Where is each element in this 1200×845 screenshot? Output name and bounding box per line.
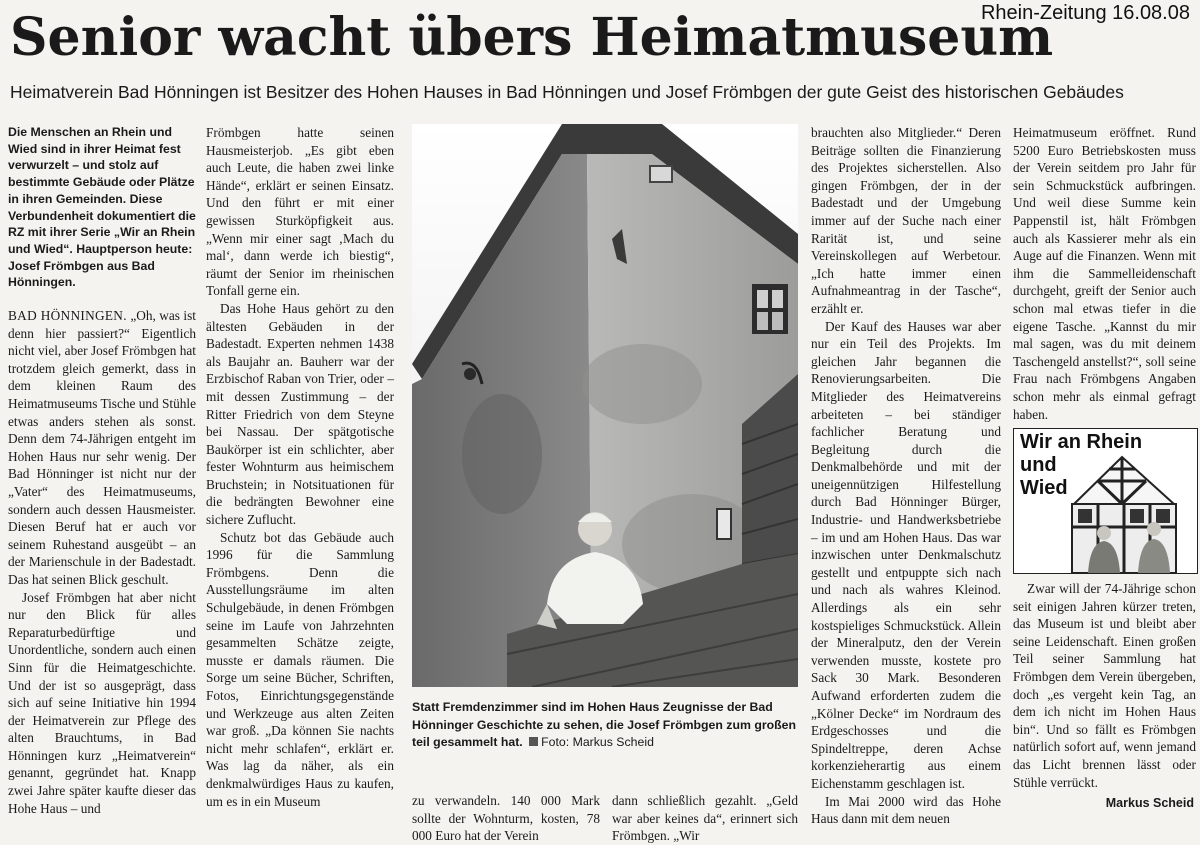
byline: Markus Scheid [1105,796,1194,810]
series-logo-text [1020,431,1142,500]
body-paragraph: Der Kauf des Hauses war aber nur ein Teil des Projekts. Im gleichen Jahr begannen die Renovierungsarbeiten. Die Mitglieder des Heimatvereins arbeiteten – bei ständiger fachlicher Beratung und Begleitung durch die Denkmalbehörde und mit der uneigennützigen Hilfestellung durch Bad Hönninger Bürger, Industrie- und Handwerksbetriebe – im und am Hohen Haus. Das war inzwischen unter Denkmalschutz gestellt und entpuppte sich nach und nach als wahres Kleinod. Allerdings als ein sehr kostspieliges Schmuckstück. Allein der Mineralputz, den der Verein verwenden musste, kostete pro Sack 30 Mark. Besonderen Aufwand erforderten zudem die „Kölner Decke“ im Nordraum des Erdgeschosses und die Spindeltreppe, deren Achse korkenzieherartig aus einem Eichenstamm geschlagen ist. [811,318,1001,791]
series-logo [1013,428,1198,574]
body-paragraph: brauchten also Mitglieder.“ Deren Beiträge sollten die Finanzierung des Projektes sicherstellen. Also gingen Frömbgen, der in der Badestadt und der Umgebung immer auf der Suche nach einer Rarität ist, und seine Vereinskollegen auf Werbetour. „Ich hatte immer einen Aufnahmeantrag in der Tasche“, erzählt er. [811,125,1001,316]
article-column-4 [1013,124,1196,423]
article-column-3 [811,124,1001,828]
headline: Senior wacht übers Heimatmuseum [10,7,1054,68]
lead-paragraph: Die Menschen an Rhein und Wied sind in ihrer Heimat fest verwurzelt – und stolz auf bestimmte Gebäude oder Plätze in ihren Gemeinden. Diese Verbundenheit dokumentiert die RZ mit ihrer Serie „Wir an Rhein und Wied“. Hauptperson heute: Josef Frömbgen aus Bad Hönningen. [8,125,196,290]
article-column-4-continued [1013,580,1196,791]
body-paragraph: Frömbgen hatte seinen Hausmeisterjob. „Es gibt eben auch Leute, die haben zwei linke Hände“, erklärt er seinen Einsatz. Und den führt er mit einer gewissen Sturköpfigkeit aus. „Wenn mir einer sagt ‚Mach du mal‘, dann werde ich biestig“, räumt der Senior im rheinischen Tonfall gerne ein. [206,125,394,299]
body-paragraph [8,307,196,589]
series-logo-line: Wir an Rhein [1020,431,1143,453]
series-logo-line: und [1020,454,1057,476]
body-paragraph: Heimatmuseum eröffnet. Rund 5200 Euro Betriebskosten muss der Verein seitdem pro Jahr für sein Schmuckstück aufbringen. Und weil diese Summe kein Pappenstil ist, hält Frömbgen auch als Kassierer mehr als ein Auge auf die Finanzen. Wenn mit ihm die Sammelleidenschaft durchgeht, greift der Senior auch schon mal etwas tiefer in die eigene Tasche. „Kannst du mir mal sagen, was du mit deinem Taschengeld anstellst?“, soll seine Frau nach Frömbgens Angaben schon mehr als einmal gefragt haben. [1013,125,1196,422]
tower-photo [412,124,798,687]
tower-illustration [412,124,798,687]
caption-text: Statt Fremdenzimmer sind im Hohen Haus Zeugnisse der Bad Hönninger Geschichte zu sehen, die Josef Frömbgen zum großen teil gesammelt hat. [412,700,796,750]
source-label: Rhein-Zeitung 16.08.08 [980,2,1190,24]
dateline: BAD HÖNNINGEN. [8,308,127,324]
subheadline: Heimatverein Bad Hönningen ist Besitzer des Hohen Hauses in Bad Hönningen und Josef Frömbgen der gute Geist des historischen Gebäudes [10,82,1124,102]
square-bullet-icon [529,737,538,746]
article-under-photo-1: zu verwandeln. 140 000 Mark sollte der Wohnturm, kosten, 78 000 Euro hat der Verein [412,793,600,844]
series-logo-line: Wied [1020,477,1068,499]
article-column-1 [8,124,196,817]
article-column-2 [206,124,394,810]
photo-caption [412,699,802,752]
article-under-photo-2: dann schließlich gezahlt. „Geld war aber keines da“, erinnert sich Frömbgen. „Wir [612,793,798,844]
body-paragraph: Im Mai 2000 wird das Hohe Haus dann mit dem neuen [811,793,1001,827]
body-paragraph: Josef Frömbgen hat aber nicht nur den Blick für alles Reparaturbedürftige und Unordentliche, sondern auch einen Sinn für die Heimatgeschichte. Und der ist so ausgeprägt, dass sich auf seine Initiative hin 1994 der Heimatverein zur Pflege des alten Brauchtums, in Bad Hönningen kurz „Heimatverein“ genannt, gegründet hat. Knapp zwei Jahre später kaufte dieser das Hohe Haus – und [8,589,196,816]
body-paragraph: Zwar will der 74-Jährige schon seit einigen Jahren kürzer treten, das Museum ist und bleibt aber seine Leidenschaft. Einen großen Teil seiner Sammlung hat Frömbgen dem Verein übergeben, doch „es vergeht kein Tag, an dem ich nicht im Hohen Haus bin“. Und so fällt es Frömbgen natürlich sofort auf, wenn jemand das Licht brennen lässt oder Stühle verrückt. [1013,581,1196,790]
body-text: „Oh, was ist denn hier passiert?“ Eigentlich nicht viel, aber Josef Frömbgen hat trotzdem gleich gemerkt, dass in dem kleinen Raum des Heimatmuseums Tische und Stühle etwas anders stehen als sonst. Denn dem 74-Jährigen entgeht im Hohen Haus nur sehr wenig. Der Bad Hönninger ist nicht nur der „Vater“ des Heimatmuseums, sondern auch dessen Hausmeister. Diesen Beruf hat er auch vor seinem Ruhestand ausgeübt – an der Marienschule in der Badestadt. Das hat seinen Blick geschult. [8,308,197,587]
photo-credit: Foto: Markus Scheid [541,735,654,750]
body-paragraph: Das Hohe Haus gehört zu den ältesten Gebäuden in der Badestadt. Experten nehmen 1438 als Baujahr an. Bauherr war der Erzbischof Raban von Trier, oder – mit dessen Zustimmung – der Ritter Friedrich von dem Steyne bei Nassau. Der spätgotische Baukörper ist ein schlichter, aber fester Wohnturm aus heimischem Bruchstein; in Notsituationen für die bedrängten Bewohner eine sichere Zuflucht. [206,300,394,528]
body-paragraph: Schutz bot das Gebäude auch 1996 für die Sammlung Frömbgens. Denn die Ausstellungsräume im alten Schulgebäude, in denen Frömbgen seine im Laufe von Jahrzehnten gesammelten Schätze zeigte, musste er damals räumen. Die Sorge um seine Bücher, Schriften, Fotos, Einrichtungsgegenstände und Werkzeuge aus alten Zeiten war groß. „Da können Sie nachts nicht mehr schlafen“, erklärt er. Was lag da näher, als ein denkmalwürdiges Haus zu kaufen, um es in ein Museum [206,529,394,809]
